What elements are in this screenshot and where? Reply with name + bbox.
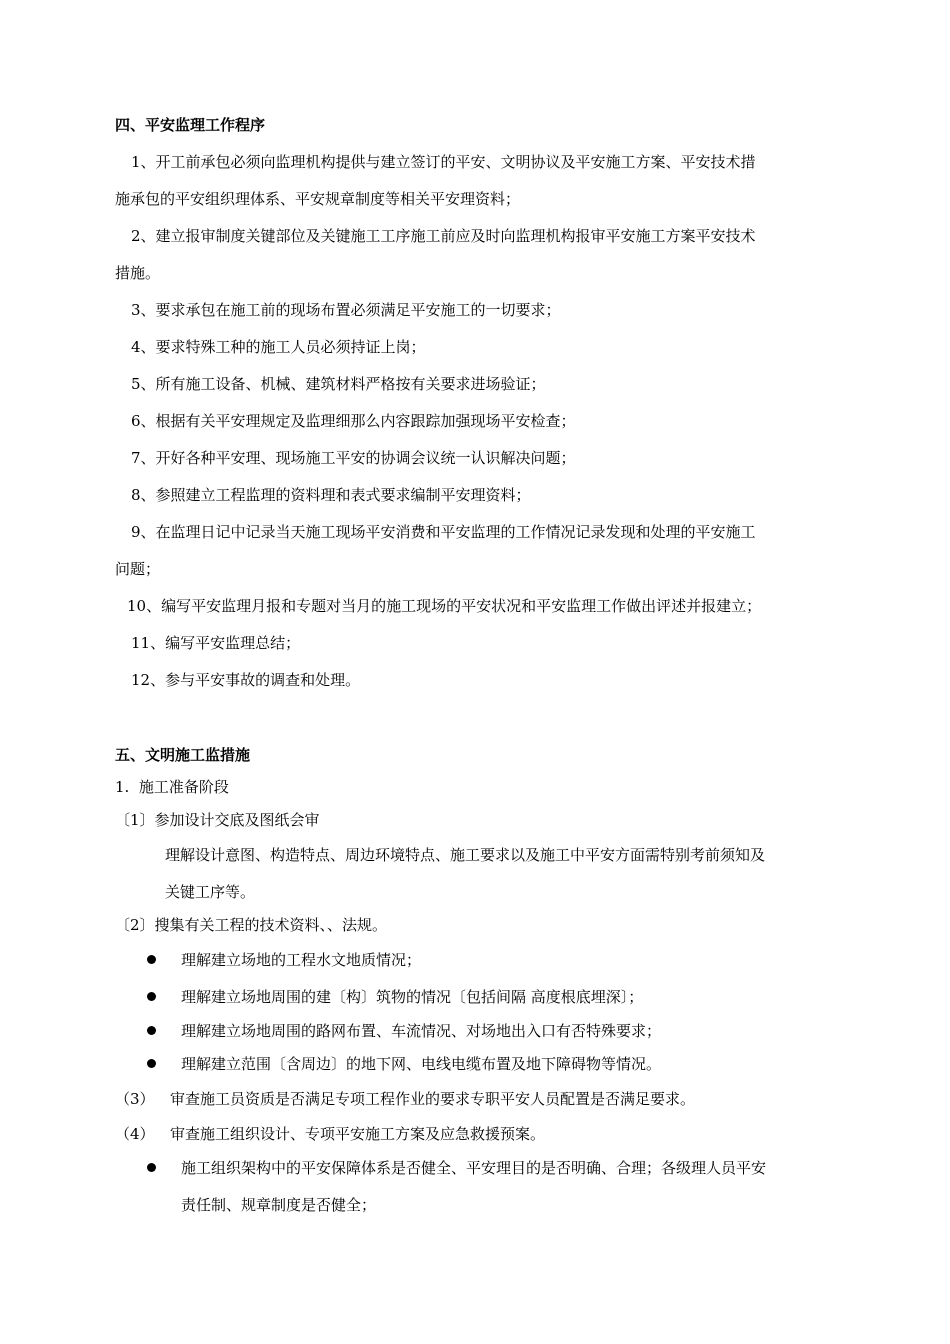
section5-p1-text-line1: 理解设计意图、构造特点、周边环境特点、施工要求以及施工中平安方面需特别考前须知及	[165, 846, 766, 864]
section4-item-11: 11、编写平安监理总结；	[131, 634, 301, 652]
section4-item-1-line1: 1、开工前承包必须向监理机构提供与建立签订的平安、文明协议及平安施工方案、平安技术措	[131, 153, 756, 171]
section4-item-3: 3、要求承包在施工前的现场布置必须满足平安施工的一切要求；	[131, 301, 561, 319]
bullet-icon	[147, 1026, 156, 1035]
section4-item-4: 4、要求特殊工种的施工人员必须持证上岗；	[131, 338, 426, 356]
section5-p4-bullet-line2: 责任制、规章制度是否健全；	[181, 1196, 377, 1214]
bullet-icon	[147, 1059, 156, 1068]
section5-p1-label: 〔1〕参加设计交底及图纸会审	[115, 811, 320, 829]
section4-item-9-line1: 9、在监理日记中记录当天施工现场平安消费和平安监理的工作情况记录发现和处理的平安施工	[131, 523, 756, 541]
bullet-icon	[147, 992, 156, 1001]
section4-item-10: 10、编写平安监理月报和专题对当月的施工现场的平安状况和平安监理工作做出评述并报建立；	[127, 597, 762, 615]
bullet-icon	[147, 1163, 156, 1172]
section4-item-8: 8、参照建立工程监理的资料理和表式要求编制平安理资料；	[131, 486, 531, 504]
section5-title: 五、文明施工监措施	[115, 746, 251, 764]
section4-item-12: 12、参与平安事故的调查和处理。	[131, 671, 361, 689]
section5-p2-bullet-1: 理解建立场地的工程水文地质情况；	[181, 951, 422, 969]
section4-item-5: 5、所有施工设备、机械、建筑材料严格按有关要求进场验证；	[131, 375, 546, 393]
section5-stage1: 1. 施工准备阶段	[115, 778, 229, 796]
section4-item-7: 7、开好各种平安理、现场施工平安的协调会议统一认识解决问题；	[131, 449, 576, 467]
bullet-icon	[147, 955, 156, 964]
section5-p1-text-line2: 关键工序等。	[165, 883, 256, 901]
section4-item-2-line2: 措施。	[115, 264, 161, 282]
section5-p4-text: 审查施工组织设计、专项平安施工方案及应急救援预案。	[170, 1125, 546, 1143]
section5-p4-num: （4）	[115, 1125, 155, 1143]
section5-p3-text: 审查施工员资质是否满足专项工程作业的要求专职平安人员配置是否满足要求。	[170, 1090, 696, 1108]
section4-item-2-line1: 2、建立报审制度关键部位及关键施工工序施工前应及时向监理机构报审平安施工方案平安技术	[131, 227, 756, 245]
section5-p2-bullet-2: 理解建立场地周围的建〔构〕筑物的情况〔包括间隔 高度根底埋深〕；	[181, 988, 644, 1006]
section4-item-6: 6、根据有关平安理规定及监理细那么内容跟踪加强现场平安检查；	[131, 412, 576, 430]
section4-title: 四、平安监理工作程序	[115, 116, 266, 134]
section5-p2-label: 〔2〕搜集有关工程的技术资料、、法规。	[115, 916, 388, 934]
section5-p2-bullet-3: 理解建立场地周围的路网布置、车流情况、对场地出入口有否特殊要求；	[181, 1022, 662, 1040]
section5-p2-bullet-4: 理解建立范围〔含周边〕的地下网、电线电缆布置及地下障碍物等情况。	[181, 1055, 662, 1073]
section4-item-9-line2: 问题；	[115, 560, 161, 578]
section4-item-1-line2: 施承包的平安组织理体系、平安规章制度等相关平安理资料；	[115, 190, 521, 208]
section5-p3-num: （3）	[115, 1090, 155, 1108]
section5-p4-bullet-line1: 施工组织架构中的平安保障体系是否健全、平安理目的是否明确、合理；各级理人员平安	[181, 1159, 767, 1177]
